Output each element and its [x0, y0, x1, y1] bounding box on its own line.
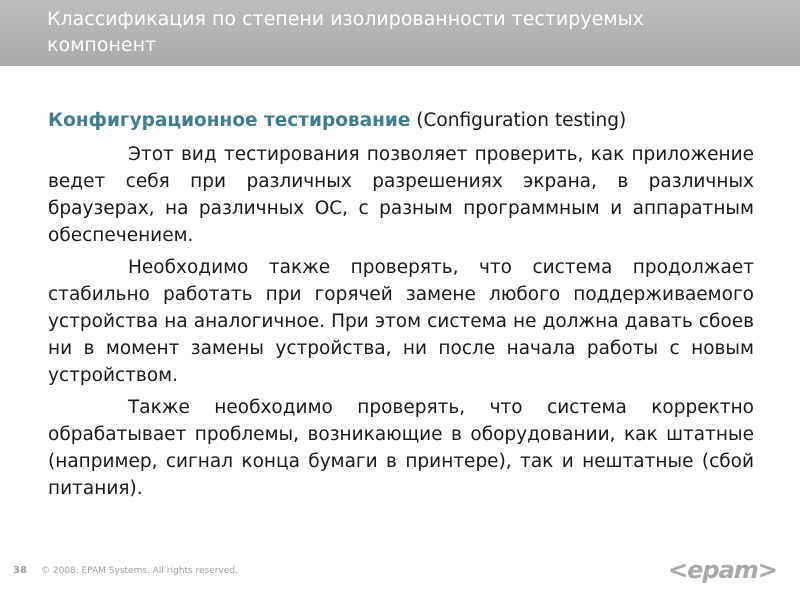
paragraph-3: Также необходимо проверять, что система корректно обрабатывает проблемы, возникающие в оборудовании, как штатные (например, сигнал конца бумаги в принтере), так и нештатные (сбой питания).	[48, 397, 754, 499]
section-heading-english: (Configuration testing)	[410, 110, 627, 131]
epam-logo: <epam>	[668, 556, 777, 584]
header-bar	[0, 0, 800, 66]
paragraph-1: Этот вид тестирования позволяет проверить, как приложение ведет себя при различных разрешениях экрана, в различных браузерах, на различных ОС, с разным программным и аппаратным обеспечением.	[48, 144, 754, 246]
slide-body	[48, 107, 754, 507]
section-heading	[48, 107, 754, 135]
section-heading-emphasis: Конфигурационное тестирование	[48, 110, 411, 131]
slide-title: Классификация по степени изолированности тестируемых компонент	[47, 8, 644, 56]
paragraph-2: Необходимо также проверять, что система продолжает стабильно работать при горячей замене любого поддерживаемого устройства на аналогичное. При этом система не должна давать сбоев ни в момент замены устройства, ни после начала работы с новым устройством.	[48, 257, 754, 386]
copyright-notice: © 2008. EPAM Systems. All rights reserved.	[41, 566, 238, 576]
page-number: 38	[13, 565, 27, 576]
